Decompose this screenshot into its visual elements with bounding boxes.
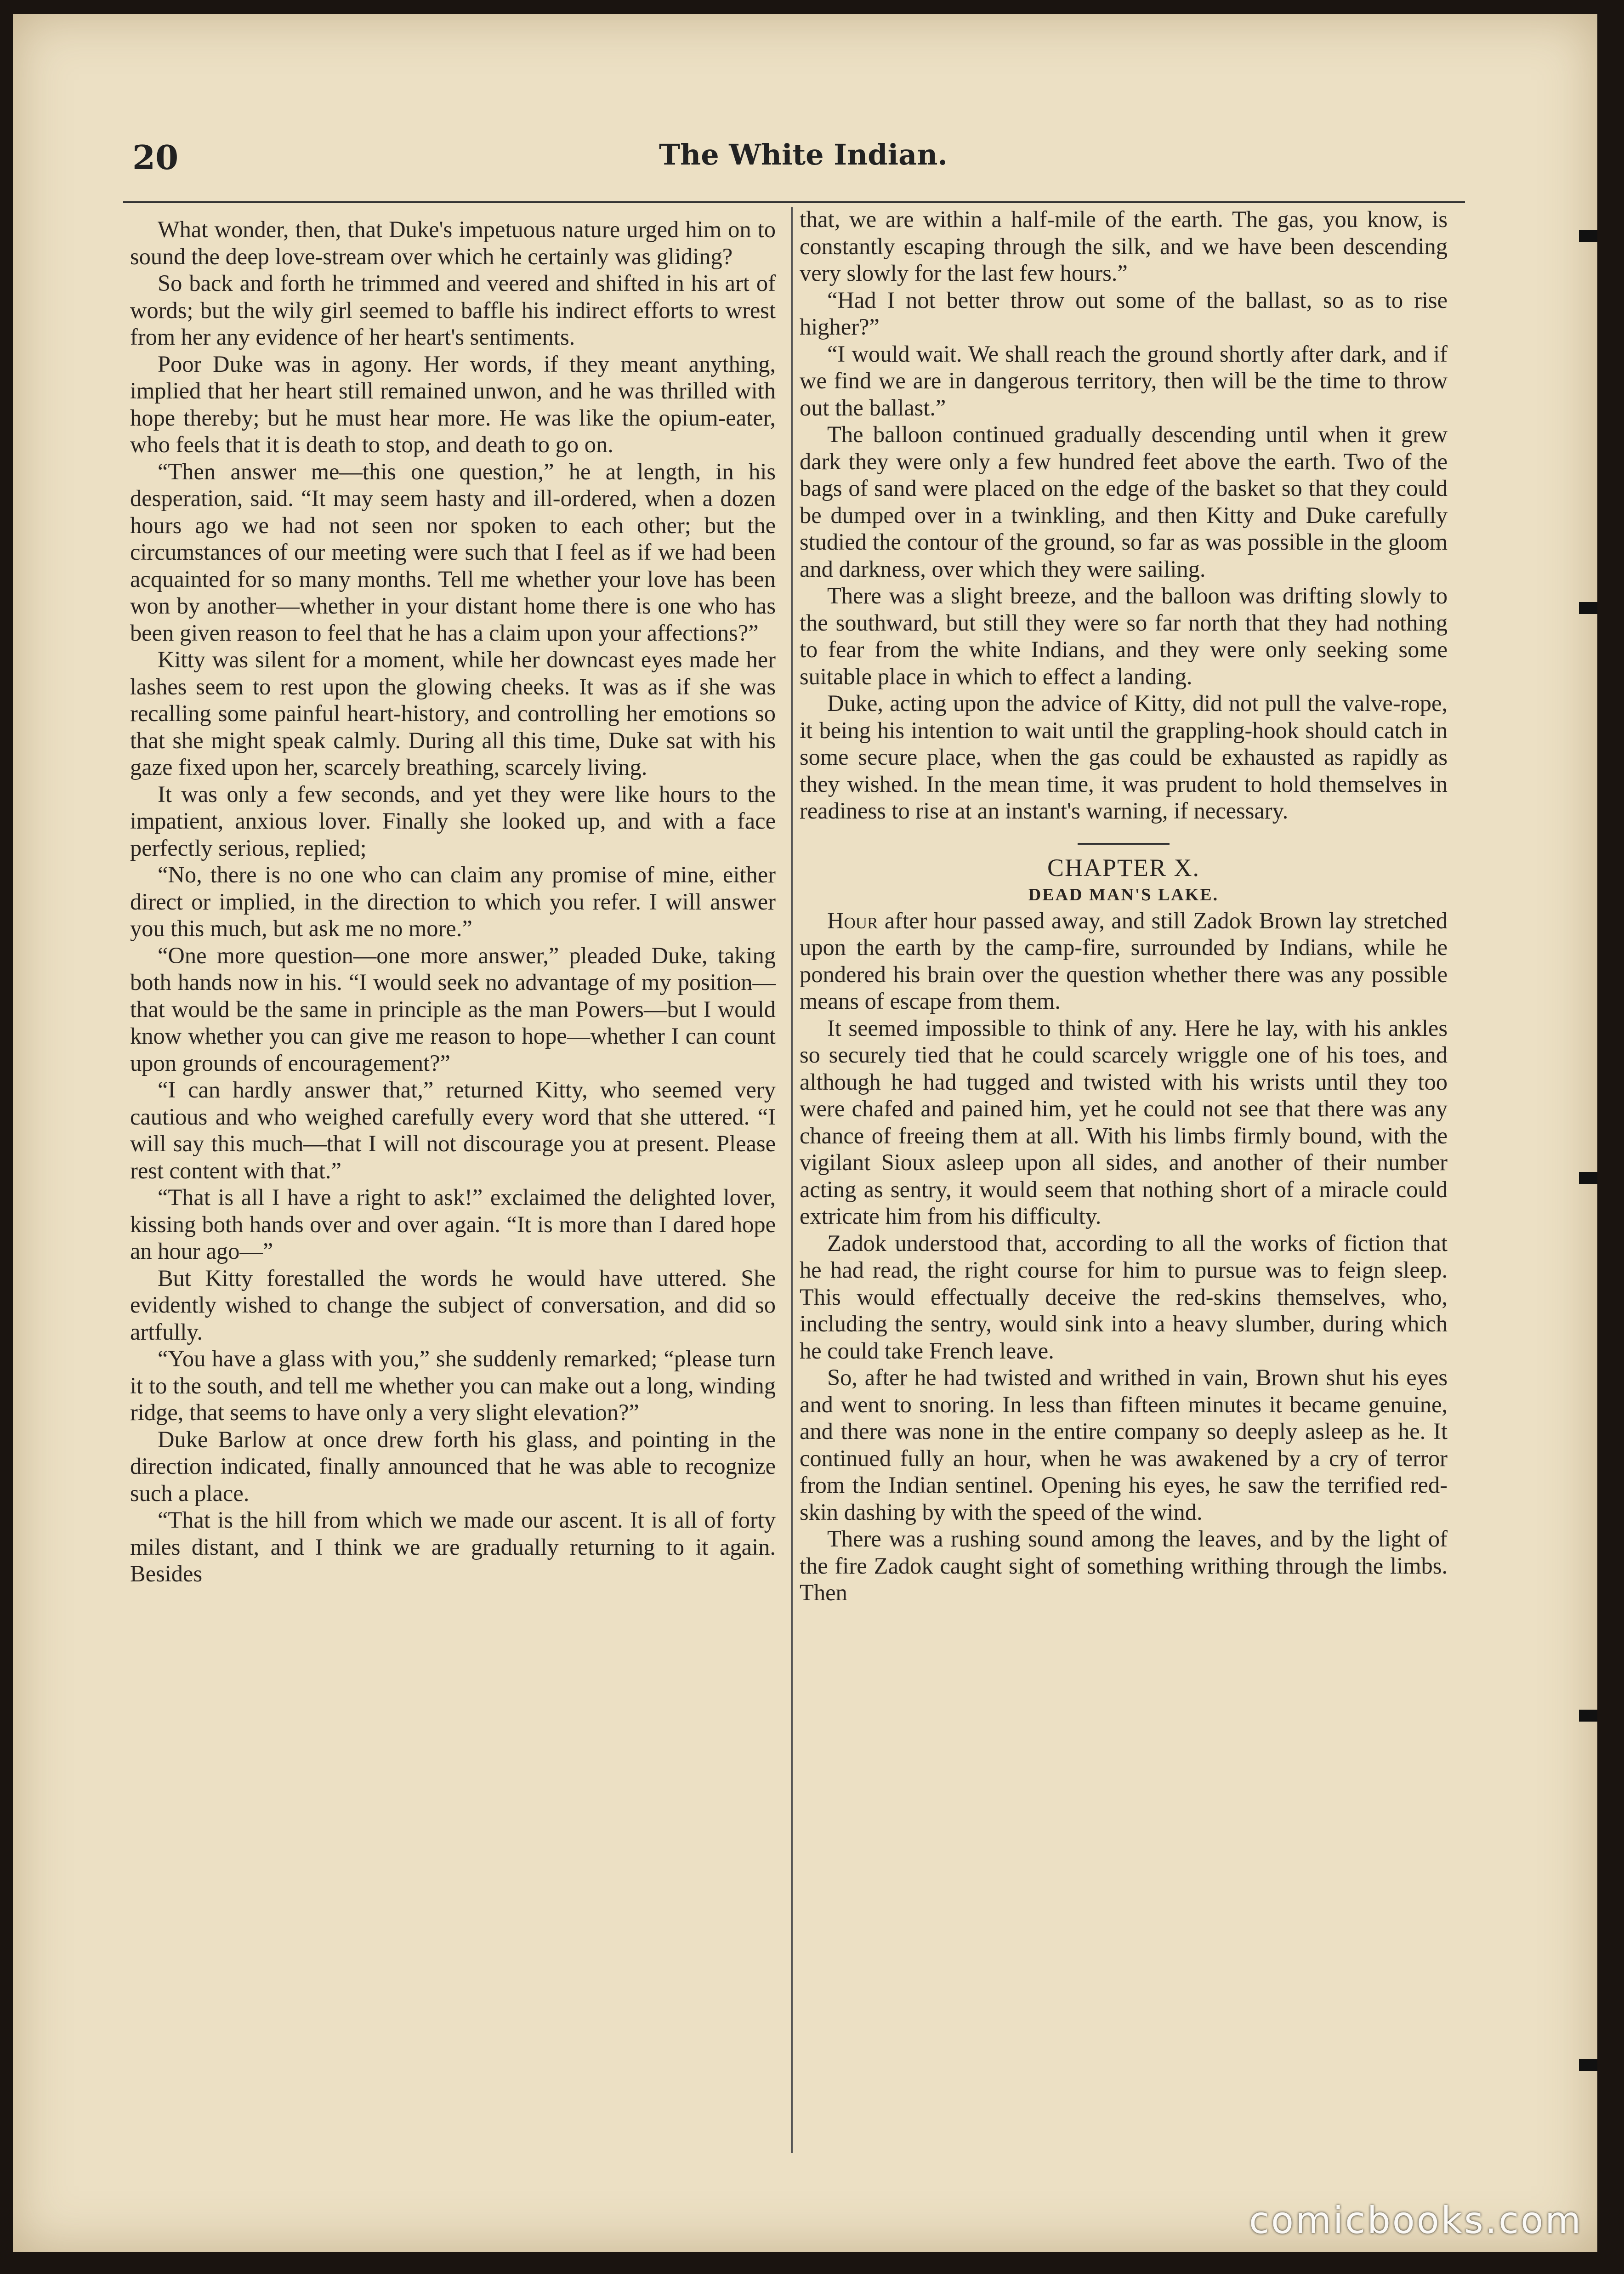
paragraph: What wonder, then, that Duke's impetuous nature urged him on to sound the deep love-stream over which he certainly was gliding? bbox=[130, 216, 776, 269]
page-header bbox=[128, 138, 1479, 188]
header-rule bbox=[123, 201, 1465, 203]
paragraph: Kitty was silent for a moment, while her downcast eyes made her lashes seem to rest upon the glowing cheeks. It was as if she was recalling some painful heart-history, and controlling her emotions so that she might speak calmly. During all this time, Duke sat with his gaze fixed upon her, scarcely breathing, scarcely living. bbox=[130, 647, 776, 780]
watermark: comicbooks.com bbox=[1249, 2199, 1583, 2242]
paragraph: Zadok understood that, according to all the works of fiction that he had read, the right course for him to pursue was to feign sleep. This would effectually deceive the red-skins themselves, who, including the sentry, would sink into a heavy slumber, during which he could take French leave. bbox=[800, 1230, 1448, 1364]
paragraph: There was a slight breeze, and the balloon was drifting slowly to the southward, but still they were so far north that they had nothing to fear from the white Indians, and they were only seeking some suitable place in which to effect a landing. bbox=[800, 583, 1448, 689]
paragraph: Duke, acting upon the advice of Kitty, did not pull the valve-rope, it being his intention to wait until the grappling-hook should catch in some secure place, when the gas could be exhausted as rapidly as they wished. In the mean time, it was prudent to hold themselves in readiness to rise at an instant's warning, if necessary. bbox=[800, 690, 1448, 824]
binding-mark bbox=[1579, 2059, 1597, 2071]
paragraph: “I can hardly answer that,” returned Kitty, who seemed very cautious and who weighed carefully every word that she uttered. “I will say this much—that I will not discourage you at present. Please rest content with that.” bbox=[130, 1077, 776, 1183]
paragraph: “Had I not better throw out some of the ballast, so as to rise higher?” bbox=[800, 287, 1448, 340]
chapter-first-word: Hour bbox=[827, 907, 878, 933]
binding-mark bbox=[1579, 230, 1597, 242]
paragraph: “No, there is no one who can claim any promise of mine, either direct or implied, in the direction to which you refer. I will answer you this much, but ask me no more.” bbox=[130, 862, 776, 941]
paragraph: The balloon continued gradually descending until when it grew dark they were only a few hundred feet above the earth. Two of the bags of sand were placed on the edge of the basket so that they could be dumped over in a twinkling, and then Kitty and Duke carefully studied the contour of the ground, so far as was possible in the gloom and darkness, over which they were sailing. bbox=[800, 421, 1448, 582]
magazine-page bbox=[13, 14, 1597, 2252]
page-title: The White Indian. bbox=[659, 138, 948, 171]
paragraph: But Kitty forestalled the words he would have uttered. She evidently wished to change the subject of conversation, and did so artfully. bbox=[130, 1265, 776, 1345]
paragraph: Poor Duke was in agony. Her words, if they meant anything, implied that her heart still remained unwon, and he was thrilled with hope thereby; but he must hear more. He was like the opium-eater, who feels that it is death to stop, and death to go on. bbox=[130, 351, 776, 457]
paragraph: “Then answer me—this one question,” he at length, in his desperation, said. “It may seem hasty and ill-ordered, when a dozen hours ago we had not seen nor spoken to each other; but the circumstances of our meeting were such that I feel as if we had been acquainted for so many months. Tell me whether your love has been won by another—whether in your distant home there is one who has been given reason to feel that he has a claim upon your affections?” bbox=[130, 458, 776, 646]
binding-mark bbox=[1579, 1710, 1597, 1722]
paragraph bbox=[800, 907, 1448, 1015]
paragraph: So, after he had twisted and writhed in vain, Brown shut his eyes and went to snoring. In less than fifteen minutes it became genuine, and there was none in the entire company so deeply asleep as he. It continued fully an hour, when he was awakened by a cry of terror from the Indian sentinel. Opening his eyes, he saw the terrified red-skin dashing by with the speed of the wind. bbox=[800, 1364, 1448, 1525]
right-column bbox=[800, 206, 1448, 1606]
paragraph: Duke Barlow at once drew forth his glass, and pointing in the direction indicated, finally announced that he was able to recognize such a place. bbox=[130, 1426, 776, 1506]
paragraph: that, we are within a half-mile of the earth. The gas, you know, is constantly escaping through the silk, and we have been descending very slowly for the last few hours.” bbox=[800, 206, 1448, 286]
column-divider bbox=[791, 207, 793, 2153]
chapter-subtitle: DEAD MAN'S LAKE. bbox=[1028, 885, 1219, 904]
paragraph: “That is all I have a right to ask!” exclaimed the delighted lover, kissing both hands over and over again. “It is more than I dared hope an hour ago—” bbox=[130, 1184, 776, 1264]
page-number: 20 bbox=[132, 138, 179, 177]
paragraph: “You have a glass with you,” she suddenly remarked; “please turn it to the south, and tell me whether you can make out a long, winding ridge, that seems to have only a very slight elevation?” bbox=[130, 1346, 776, 1425]
left-column bbox=[130, 216, 776, 1587]
chapter-heading: CHAPTER X. bbox=[1047, 853, 1200, 881]
paragraph: “I would wait. We shall reach the ground shortly after dark, and if we find we are in dangerous territory, then will be the time to throw out the ballast.” bbox=[800, 341, 1448, 421]
paragraph: It seemed impossible to think of any. Here he lay, with his ankles so securely tied that he could scarcely wriggle one of his toes, and although he had tugged and twisted with his wrists until they too were chafed and pained him, yet he could not see that there was any chance of freeing them at all. With his limbs firmly bound, with the vigilant Sioux asleep upon all sides, and another of their number acting as sentry, it would seem that nothing short of a miracle could extricate him from his difficulty. bbox=[800, 1015, 1448, 1229]
paragraph-text: after hour passed away, and still Zadok Brown lay stretched upon the earth by the camp-fire, surrounded by Indians, while he pondered his brain over the question whether there was any possible means of escape from them. bbox=[800, 907, 1448, 1014]
binding-mark bbox=[1579, 1172, 1597, 1184]
chapter-rule bbox=[1078, 843, 1170, 845]
paragraph: “That is the hill from which we made our ascent. It is all of forty miles distant, and I think we are gradually returning to it again. Besides bbox=[130, 1507, 776, 1586]
binding-mark bbox=[1579, 602, 1597, 614]
chapter-heading-block bbox=[800, 843, 1448, 907]
paragraph: It was only a few seconds, and yet they were like hours to the impatient, anxious lover. Finally she looked up, and with a face perfectly serious, replied; bbox=[130, 781, 776, 861]
paragraph: “One more question—one more answer,” pleaded Duke, taking both hands now in his. “I would seek no advantage of my position—that would be the same in principle as the man Powers—but I would know whether you can give me reason to hope—whether I can count upon grounds of encouragement?” bbox=[130, 942, 776, 1076]
paragraph: There was a rushing sound among the leaves, and by the light of the fire Zadok caught sight of something writhing through the limbs. Then bbox=[800, 1526, 1448, 1605]
paragraph: So back and forth he trimmed and veered and shifted in his art of words; but the wily girl seemed to baffle his indirect efforts to wrest from her any evidence of her heart's sentiments. bbox=[130, 270, 776, 350]
